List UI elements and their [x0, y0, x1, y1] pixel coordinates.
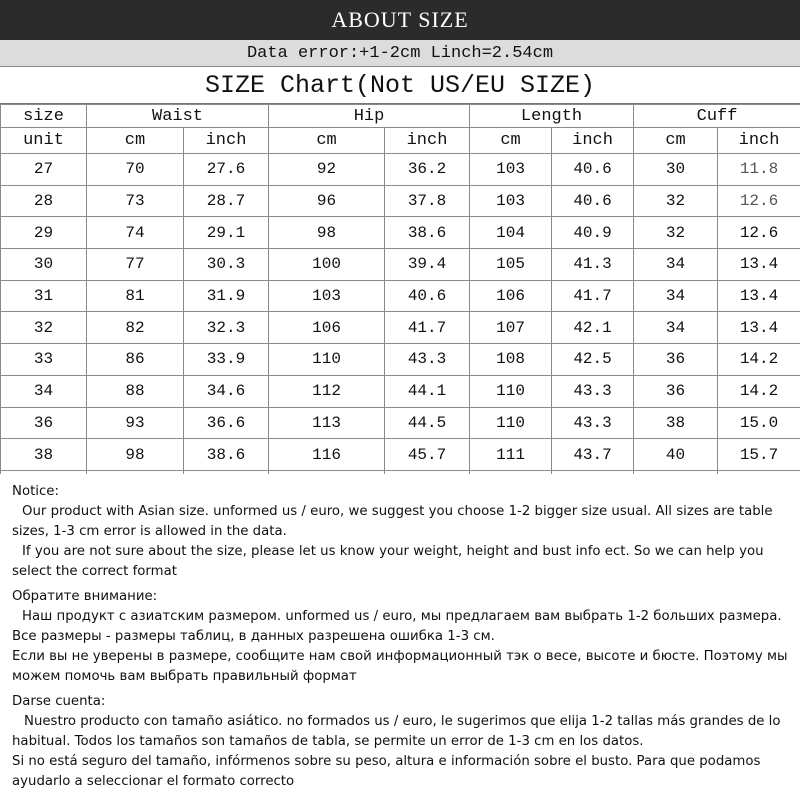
- notice-english: [12, 482, 796, 582]
- notice-en-heading: Notice:: [12, 484, 59, 499]
- table-tail-cell: [385, 470, 470, 474]
- notice-spanish: [12, 692, 796, 792]
- table-cell: 74: [87, 217, 184, 249]
- header-cuff: Cuff: [634, 105, 800, 128]
- unit-cuff-cm: cm: [634, 128, 718, 154]
- table-cell: 30: [634, 154, 718, 186]
- table-row: [1, 312, 800, 344]
- about-size-banner: ABOUT SIZE: [0, 0, 800, 40]
- table-cell: 38.6: [385, 217, 470, 249]
- table-cell: 14.2: [718, 344, 800, 376]
- notes-section: [12, 482, 796, 797]
- table-cell: 111: [470, 439, 552, 471]
- table-cell: 34.6: [184, 375, 269, 407]
- table-cell: 30: [1, 249, 87, 281]
- table-cell: 77: [87, 249, 184, 281]
- table-cell: 93: [87, 407, 184, 439]
- table-row: [1, 185, 800, 217]
- table-cell: 40: [634, 439, 718, 471]
- table-cell: 73: [87, 185, 184, 217]
- table-cell: 106: [470, 280, 552, 312]
- table-cell: 86: [87, 344, 184, 376]
- table-cell: 110: [269, 344, 385, 376]
- table-cell: 103: [470, 185, 552, 217]
- table-cell: 44.1: [385, 375, 470, 407]
- unit-hip-cm: cm: [269, 128, 385, 154]
- group-header-row: [1, 105, 800, 128]
- table-cell: 100: [269, 249, 385, 281]
- table-cell: 32: [634, 185, 718, 217]
- table-tail: [1, 470, 800, 474]
- table-tail-cell: [269, 470, 385, 474]
- table-cell: 15.7: [718, 439, 800, 471]
- table-cell: 44.5: [385, 407, 470, 439]
- table-tail-cell: [1, 470, 87, 474]
- notice-en-line2: If you are not sure about the size, please let us know your weight, height and bust info ect. So we can help you select the correct format: [12, 544, 764, 579]
- table-cell: 110: [470, 375, 552, 407]
- table-cell: 113: [269, 407, 385, 439]
- unit-length-cm: cm: [470, 128, 552, 154]
- table-cell: 108: [470, 344, 552, 376]
- table-cell: 43.3: [385, 344, 470, 376]
- table-cell: 31.9: [184, 280, 269, 312]
- unit-waist-cm: cm: [87, 128, 184, 154]
- table-cell: 34: [1, 375, 87, 407]
- table-row: [1, 249, 800, 281]
- table-cell: 45.7: [385, 439, 470, 471]
- notice-ru-line1: Наш продукт с азиатским размером. unformed us / euro, мы предлагаем вам выбрать 1-2 больших размера. Все размеры - размеры таблиц, в данных разрешена ошибка 1-3 см.: [12, 609, 782, 644]
- header-length: Length: [470, 105, 634, 128]
- table-cell: 106: [269, 312, 385, 344]
- table-cell: 38: [634, 407, 718, 439]
- notice-es-heading: Darse cuenta:: [12, 694, 106, 709]
- table-row: [1, 154, 800, 186]
- table-tail-cell: [718, 470, 800, 474]
- table-cell: 43.3: [552, 375, 634, 407]
- table-row: [1, 439, 800, 471]
- table-cell: 42.1: [552, 312, 634, 344]
- table-tail-cell: [552, 470, 634, 474]
- table-cell: 105: [470, 249, 552, 281]
- table-cell: 33.9: [184, 344, 269, 376]
- notice-es-line2: Si no está seguro del tamaño, infórmenos sobre su peso, altura e información sobre el busto. Para que podamos ayudarlo a seleccionar el formato correcto: [12, 754, 761, 789]
- table-cell: 33: [1, 344, 87, 376]
- table-cell: 15.0: [718, 407, 800, 439]
- header-hip: Hip: [269, 105, 470, 128]
- table-cell: 43.3: [552, 407, 634, 439]
- table-cell: 38: [1, 439, 87, 471]
- notice-es-line1: Nuestro producto con tamaño asiático. no formados us / euro, le sugerimos que elija 1-2 tallas más grandes de lo habitual. Todos los tamaños son tamaños de tabla, se permite un error de 1-3 cm en los datos.: [12, 714, 781, 749]
- table-cell: 12.6: [718, 185, 800, 217]
- table-tail-cell: [87, 470, 184, 474]
- table-tail-cell: [634, 470, 718, 474]
- table-cell: 36.2: [385, 154, 470, 186]
- table-cell: 11.8: [718, 154, 800, 186]
- table-cell: 12.6: [718, 217, 800, 249]
- unit-header-row: [1, 128, 800, 154]
- unit-hip-inch: inch: [385, 128, 470, 154]
- table-cell: 82: [87, 312, 184, 344]
- table-cell: 34: [634, 249, 718, 281]
- table-cell: 28: [1, 185, 87, 217]
- table-cell: 88: [87, 375, 184, 407]
- table-cell: 41.7: [385, 312, 470, 344]
- table-cell: 103: [269, 280, 385, 312]
- table-cell: 29: [1, 217, 87, 249]
- table-cell: 30.3: [184, 249, 269, 281]
- unit-waist-inch: inch: [184, 128, 269, 154]
- table-cell: 27.6: [184, 154, 269, 186]
- table-cell: 37.8: [385, 185, 470, 217]
- size-rows: [1, 154, 800, 475]
- data-error-note: Data error:+1-2cm Linch=2.54cm: [0, 40, 800, 67]
- table-cell: 31: [1, 280, 87, 312]
- table-cell: 40.6: [385, 280, 470, 312]
- table-cell: 41.3: [552, 249, 634, 281]
- table-cell: 32: [634, 217, 718, 249]
- table-cell: 36: [1, 407, 87, 439]
- table-row: [1, 407, 800, 439]
- table-cell: 13.4: [718, 249, 800, 281]
- table-cell: 92: [269, 154, 385, 186]
- table-cell: 40.6: [552, 154, 634, 186]
- table-row: [1, 217, 800, 249]
- table-cell: 98: [269, 217, 385, 249]
- table-cell: 36: [634, 344, 718, 376]
- notice-ru-heading: Обратите внимание:: [12, 589, 158, 604]
- table-cell: 70: [87, 154, 184, 186]
- table-cell: 112: [269, 375, 385, 407]
- table-cell: 27: [1, 154, 87, 186]
- header-waist: Waist: [87, 105, 269, 128]
- table-cell: 41.7: [552, 280, 634, 312]
- table-cell: 34: [634, 312, 718, 344]
- notice-ru-line2: Если вы не уверены в размере, сообщите нам свой информационный тэк о весе, высоте и бюсте. Поэтому мы можем помочь вам выбрать правильный формат: [12, 649, 788, 684]
- table-cell: 42.5: [552, 344, 634, 376]
- header-size: size: [1, 105, 87, 128]
- table-cell: 28.7: [184, 185, 269, 217]
- table-cell: 81: [87, 280, 184, 312]
- table-cell: 14.2: [718, 375, 800, 407]
- table-cell: 103: [470, 154, 552, 186]
- table-cell: 98: [87, 439, 184, 471]
- table-cell: 40.9: [552, 217, 634, 249]
- size-table: [0, 104, 800, 474]
- table-cell: 13.4: [718, 280, 800, 312]
- table-cell: 110: [470, 407, 552, 439]
- table-cell: 116: [269, 439, 385, 471]
- table-cell: 39.4: [385, 249, 470, 281]
- unit-cuff-inch: inch: [718, 128, 800, 154]
- table-cell: 104: [470, 217, 552, 249]
- table-row: [1, 344, 800, 376]
- table-cell: 34: [634, 280, 718, 312]
- table-cell: 36.6: [184, 407, 269, 439]
- table-cell: 29.1: [184, 217, 269, 249]
- table-cell: 38.6: [184, 439, 269, 471]
- table-tail-cell: [470, 470, 552, 474]
- table-cell: 43.7: [552, 439, 634, 471]
- notice-en-line1: Our product with Asian size. unformed us / euro, we suggest you choose 1-2 bigger size usual. All sizes are table sizes, 1-3 cm error is allowed in the data.: [12, 504, 773, 539]
- table-cell: 13.4: [718, 312, 800, 344]
- unit-length-inch: inch: [552, 128, 634, 154]
- table-cell: 36: [634, 375, 718, 407]
- table-cell: 32.3: [184, 312, 269, 344]
- size-chart-title: SIZE Chart(Not US/EU SIZE): [0, 68, 800, 104]
- notice-russian: [12, 587, 796, 687]
- table-cell: 107: [470, 312, 552, 344]
- table-cell: 96: [269, 185, 385, 217]
- unit-label: unit: [1, 128, 87, 154]
- table-row: [1, 280, 800, 312]
- table-tail-cell: [184, 470, 269, 474]
- table-row: [1, 375, 800, 407]
- table-cell: 40.6: [552, 185, 634, 217]
- table-cell: 32: [1, 312, 87, 344]
